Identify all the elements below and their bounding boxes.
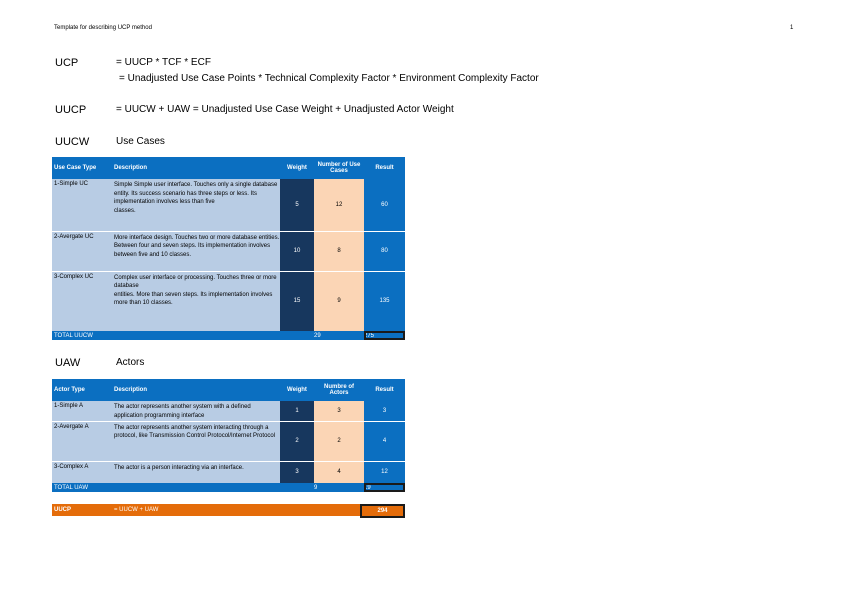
total-uaw-label: TOTAL UAW [52, 483, 314, 492]
actor-count: 2 [314, 421, 364, 461]
uucp-summary-label: UUCP [54, 507, 72, 513]
use-case-result: 135 [364, 271, 405, 331]
actor-description: The actor is a person interacting via an interface. [112, 461, 280, 483]
actor-weight: 1 [280, 401, 314, 421]
actor-type: 1-Simple A [52, 401, 112, 421]
uucp-formula: = UUCW + UAW = Unadjusted Use Case Weight + Unadjusted Actor Weight [116, 104, 454, 115]
table-row [52, 179, 405, 231]
ucp-formula-expansion: = Unadjusted Use Case Points * Technical Complexity Factor * Environment Complexity Factor [119, 73, 539, 84]
uaw-section-title: Actors [116, 357, 145, 368]
use-case-description: Complex user interface or processing. Touches three or more database entities. More than seven steps. Its implementation involves more than 10 classes. [112, 271, 280, 331]
actor-result: 12 [364, 461, 405, 483]
actor-description: The actor represents another system with a defined application programming interface [112, 401, 280, 421]
total-uucw-result: 275 [364, 331, 405, 340]
table-row [52, 231, 405, 271]
total-row [52, 331, 405, 340]
ucp-formula: = UUCP * TCF * ECF [116, 57, 211, 68]
actor-count: 3 [314, 401, 364, 421]
total-actors: 9 [314, 483, 364, 492]
column-header: Weight [280, 379, 314, 401]
ucp-label: UCP [55, 57, 79, 69]
document-title: Template for describing UCP method [54, 25, 152, 31]
use-case-weight: 5 [280, 179, 314, 231]
column-header: Actor Type [52, 379, 112, 401]
column-header: Use Case Type [52, 157, 112, 179]
table-row [52, 461, 405, 483]
column-header: Number of Use Cases [314, 157, 364, 179]
use-case-count: 9 [314, 271, 364, 331]
use-case-description: Simple Simple user interface. Touches only a single database entity. Its success scenario has three steps or less. Its implementation involves less than five classes. [112, 179, 280, 231]
uucw-section-title: Use Cases [116, 136, 165, 147]
column-header: Numbre of Actors [314, 379, 364, 401]
actor-description: The actor represents another system interacting through a protocol, like Transmission Control Protocol/Internet Protocol [112, 421, 280, 461]
uaw-label: UAW [55, 357, 81, 369]
column-header: Result [364, 379, 405, 401]
actor-count: 4 [314, 461, 364, 483]
use-case-result: 60 [364, 179, 405, 231]
use-case-type: 2-Avergate UC [52, 231, 112, 271]
table-row [52, 421, 405, 461]
page-number: 1 [790, 25, 794, 31]
table-header-row [52, 379, 405, 401]
total-row [52, 483, 405, 492]
column-header: Result [364, 157, 405, 179]
actor-weight: 2 [280, 421, 314, 461]
actor-result: 3 [364, 401, 405, 421]
actor-result: 4 [364, 421, 405, 461]
column-header: Weight [280, 157, 314, 179]
use-case-type: 1-Simple UC [52, 179, 112, 231]
use-case-description: More interface design. Touches two or more database entities. Between four and seven steps. Its implementation involves between five and 10 classes. [112, 231, 280, 271]
actor-type: 3-Complex A [52, 461, 112, 483]
table-header-row [52, 157, 405, 179]
actor-type: 2-Avergate A [52, 421, 112, 461]
uucp-label: UUCP [55, 104, 87, 116]
column-header: Description [112, 157, 280, 179]
uucp-summary-result: 294 [360, 504, 405, 518]
uucw-label: UUCW [55, 136, 90, 148]
actors-table [52, 379, 405, 492]
total-uaw-result: 19 [364, 483, 405, 492]
column-header: Description [112, 379, 280, 401]
uucp-summary-row [52, 504, 405, 516]
actor-weight: 3 [280, 461, 314, 483]
table-row [52, 271, 405, 331]
use-case-type: 3-Complex UC [52, 271, 112, 331]
total-use-cases: 29 [314, 331, 364, 340]
use-cases-table [52, 157, 405, 340]
table-row [52, 401, 405, 421]
total-uucw-label: TOTAL UUCW [52, 331, 314, 340]
use-case-result: 80 [364, 231, 405, 271]
use-case-count: 8 [314, 231, 364, 271]
uucp-summary-formula: = UUCW + UAW [114, 507, 159, 513]
use-case-weight: 15 [280, 271, 314, 331]
use-case-count: 12 [314, 179, 364, 231]
use-case-weight: 10 [280, 231, 314, 271]
